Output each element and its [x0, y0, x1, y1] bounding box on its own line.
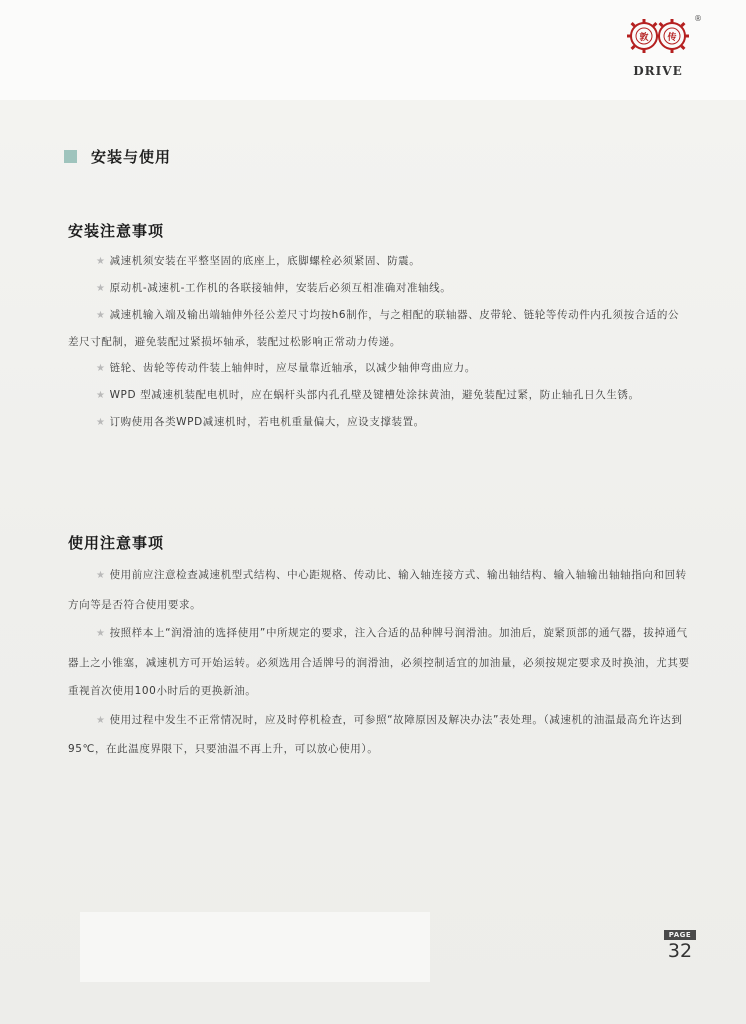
install-note-item [68, 382, 690, 409]
usage-note-text: 使用前应注意检查减速机型式结构、中心距规格、传动比、输入轴连接方式、输出轴结构、输入轴输出轴轴指向和回转方向等是否符合使用要求。 [68, 569, 687, 611]
install-note-text: 原动机-减速机-工作机的各联接轴伸，安装后必须互相准确对准轴线。 [109, 282, 452, 294]
star-icon: ★ [96, 310, 106, 321]
drive-logo [622, 14, 702, 80]
registered-mark: ® [694, 14, 702, 23]
usage-note-item [68, 706, 690, 764]
install-notes-title: 安装注意事项 [68, 222, 165, 240]
star-icon: ★ [96, 256, 106, 267]
install-note-item [68, 275, 690, 302]
star-icon: ★ [96, 628, 106, 639]
section-title: 安装与使用 [91, 148, 172, 166]
logo-text: DRIVE [633, 64, 683, 78]
star-icon: ★ [96, 714, 106, 726]
usage-notes-title: 使用注意事项 [68, 534, 165, 552]
star-icon: ★ [96, 417, 106, 428]
install-note-item [68, 355, 690, 382]
star-icon: ★ [96, 390, 106, 401]
star-icon: ★ [96, 283, 106, 294]
install-note-text: 减速机须安装在平整坚固的底座上，底脚螺栓必须紧固、防震。 [109, 255, 421, 267]
install-note-item [68, 409, 690, 436]
install-notes-list [68, 248, 690, 436]
logo-char-left: 敦 [639, 33, 649, 43]
page-value: 32 [667, 940, 693, 962]
usage-note-item [68, 619, 690, 706]
usage-note-item [68, 561, 690, 619]
install-note-text: 订购使用各类WPD减速机时，若电机重量偏大，应设支撑装置。 [109, 416, 425, 428]
install-note-text: 链轮、齿轮等传动件装上轴伸时，应尽量靠近轴承，以减少轴伸弯曲应力。 [109, 362, 476, 374]
footer-strip [80, 912, 430, 982]
star-icon: ★ [96, 570, 106, 581]
star-icon: ★ [96, 363, 106, 374]
gear-icon [622, 14, 694, 64]
install-note-item [68, 248, 690, 275]
logo-char-right: 传 [667, 33, 677, 43]
page-number [664, 930, 696, 962]
section-marker-icon [64, 150, 77, 163]
usage-note-text: 使用过程中发生不正常情况时，应及时停机检查，可参照“故障原因及解决办法”表处理。（减速机的油温最高允许达到95℃，在此温度界限下，只要油温不再上升，可以放心使用）。 [68, 713, 683, 755]
usage-note-text: 按照样本上“润滑油的选择使用”中所规定的要求，注入合适的品种牌号润滑油。加油后，旋紧顶部的通气器，拔掉通气器上之小锥塞，减速机方可开始运转。必须选用合适牌号的润滑油，必须控制适宜的加油量，必须按规定要求及时换油，尤其要重视首次使用100小时后的更换新油。 [68, 627, 690, 697]
install-note-text: 减速机输入端及输出端轴伸外径公差尺寸均按h6制作，与之相配的联轴器、皮带轮、链轮等传动件内孔须按合适的公差尺寸配制，避免装配过紧损坏轴承，装配过松影响正常动力传递。 [68, 309, 680, 348]
page-label: PAGE [664, 930, 696, 940]
usage-notes-list [68, 561, 690, 764]
install-note-text: WPD 型减速机装配电机时，应在蜗杆头部内孔孔壁及键槽处涂抹黄油，避免装配过紧，防止轴孔日久生锈。 [109, 389, 640, 401]
section-header [64, 146, 171, 167]
install-note-item [68, 302, 690, 355]
